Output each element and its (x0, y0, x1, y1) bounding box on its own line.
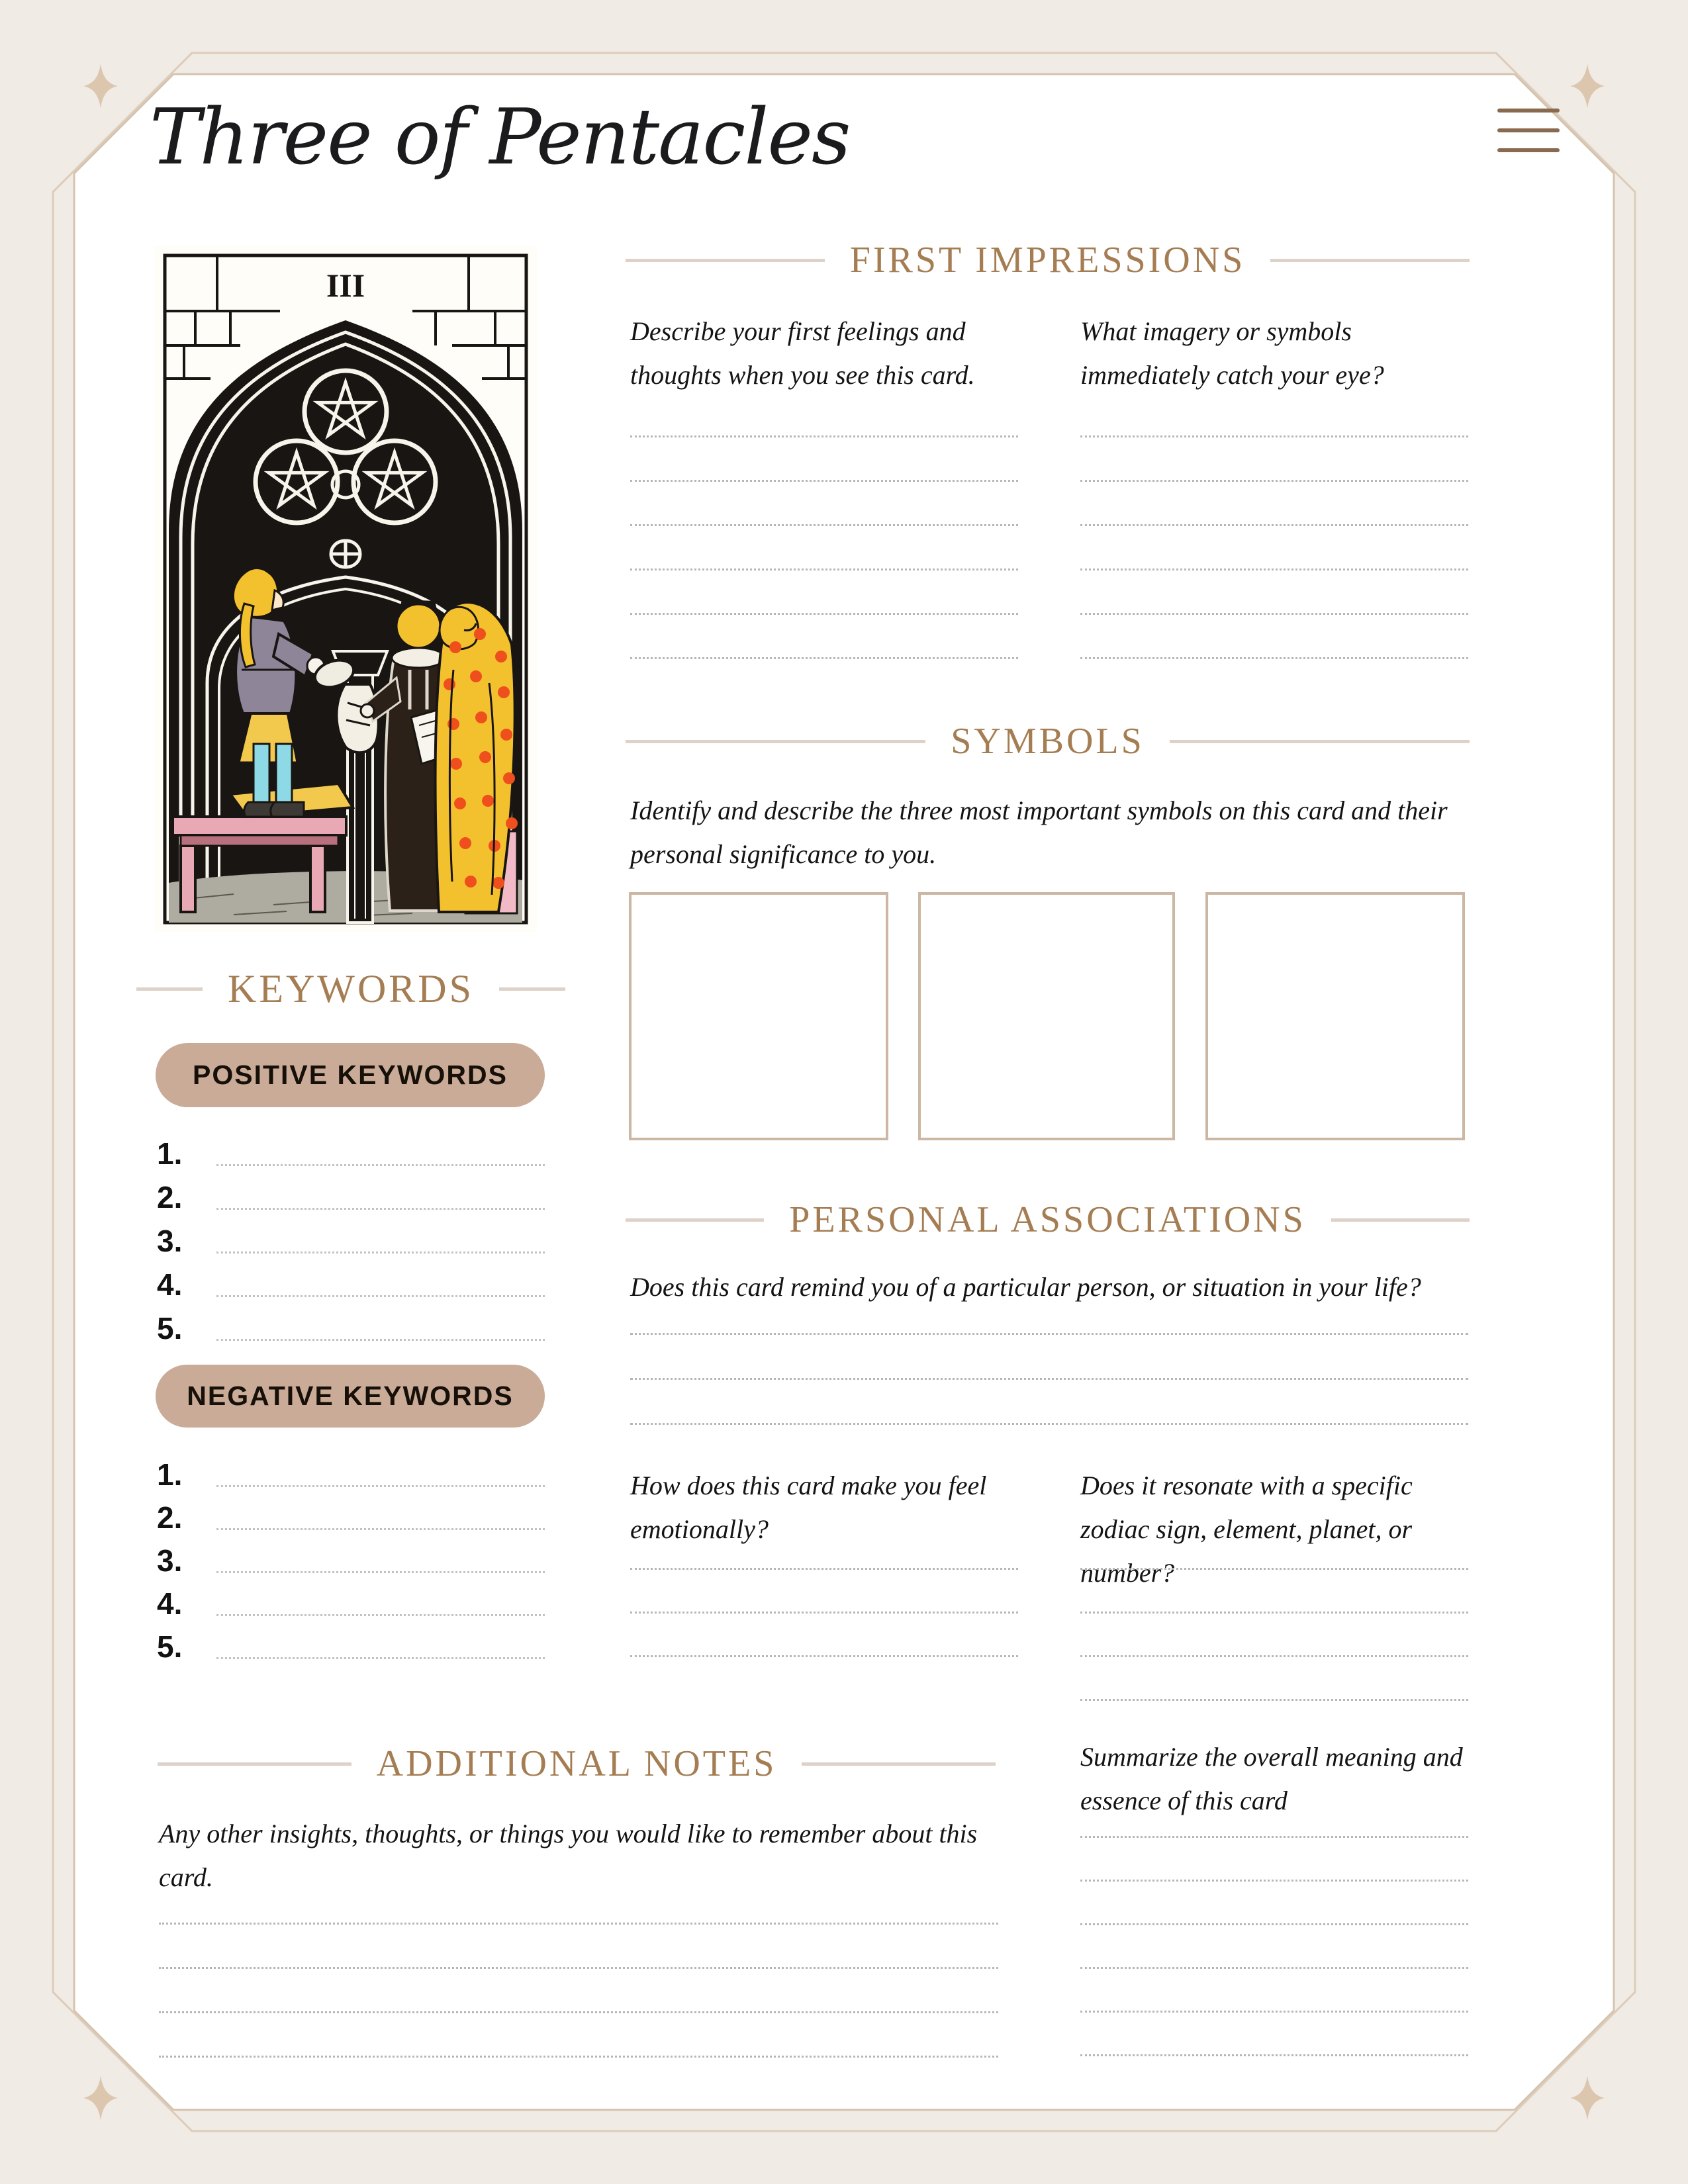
prompt-imagery-symbols: What imagery or symbols immediately catch your eye? (1080, 316, 1384, 390)
writing-line (216, 1164, 545, 1166)
writing-line (630, 1333, 1468, 1335)
writing-line (630, 1612, 1018, 1614)
writing-line (630, 657, 1018, 659)
keyword-list-item (157, 1576, 545, 1619)
writing-line (630, 524, 1018, 526)
writing-line (1080, 1699, 1468, 1701)
writing-line (216, 1485, 545, 1487)
tarot-card-image (154, 246, 537, 932)
writing-lines-personal-associations (630, 1333, 1468, 1468)
writing-line (1080, 1612, 1468, 1614)
prompt-summarize: Summarize the overall meaning and essence of this card (1080, 1742, 1463, 1815)
writing-line (630, 480, 1018, 482)
keyword-list-item (157, 1125, 545, 1169)
section-heading-symbols: SYMBOLS (626, 720, 1470, 762)
writing-line (1080, 1923, 1468, 1925)
list-number: 5. (157, 1629, 183, 1664)
writing-lines-first-impressions-left (630, 435, 1018, 702)
symbol-box-2 (918, 892, 1175, 1140)
writing-line (630, 1423, 1468, 1425)
list-number: 2. (157, 1180, 183, 1214)
card-numeral: III (326, 267, 365, 304)
writing-line (216, 1251, 545, 1253)
writing-line (1080, 2054, 1468, 2056)
negative-keywords-list (157, 1447, 545, 1662)
list-number: 2. (157, 1500, 183, 1535)
hamburger-menu-icon[interactable] (1497, 109, 1560, 152)
list-number: 3. (157, 1224, 183, 1258)
positive-keywords-list (157, 1125, 545, 1343)
list-number: 1. (157, 1136, 183, 1171)
prompt-zodiac-resonance: Does it resonate with a specific zodiac sign, element, planet, or number? (1080, 1471, 1413, 1588)
writing-line (1080, 1568, 1468, 1570)
symbol-box-1 (629, 892, 888, 1140)
prompt-additional-notes: Any other insights, thoughts, or things you would like to remember about this card. (159, 1819, 978, 1892)
section-heading-additional-notes: ADDITIONAL NOTES (158, 1743, 996, 1785)
writing-line (630, 569, 1018, 570)
list-number: 4. (157, 1267, 183, 1302)
keyword-list-item (157, 1490, 545, 1533)
negative-keywords-pill: NEGATIVE KEYWORDS (156, 1365, 545, 1428)
keyword-list-item (157, 1533, 545, 1576)
keyword-list-item (157, 1256, 545, 1300)
writing-lines-additional-notes (159, 1923, 998, 2100)
writing-line (630, 1568, 1018, 1570)
writing-lines-summary (1080, 1836, 1468, 2098)
keyword-list-item (157, 1300, 545, 1343)
writing-line (1080, 569, 1468, 570)
section-heading-keywords: KEYWORDS (156, 966, 546, 1012)
writing-line (216, 1571, 545, 1573)
list-number: 3. (157, 1543, 183, 1578)
writing-line (1080, 435, 1468, 437)
writing-line (1080, 1880, 1468, 1882)
writing-line (216, 1657, 545, 1659)
prompt-remind-person: Does this card remind you of a particular person, or situation in your life? (630, 1272, 1421, 1302)
writing-line (1080, 1836, 1468, 1838)
list-number: 5. (157, 1311, 183, 1345)
writing-line (1080, 613, 1468, 615)
writing-line (630, 1655, 1018, 1657)
writing-line (1080, 657, 1468, 659)
symbol-box-3 (1205, 892, 1465, 1140)
writing-line (216, 1295, 545, 1297)
writing-line (216, 1208, 545, 1210)
writing-lines-zodiac (1080, 1568, 1468, 1743)
keyword-list-item (157, 1212, 545, 1256)
keyword-list-item (157, 1169, 545, 1212)
writing-line (159, 1967, 998, 1969)
section-heading-first-impressions: FIRST IMPRESSIONS (626, 239, 1470, 281)
keyword-list-item (157, 1619, 545, 1662)
prompt-feel-emotionally: How does this card make you feel emotionally? (630, 1471, 987, 1544)
writing-line (1080, 2011, 1468, 2013)
writing-line (630, 1378, 1468, 1380)
writing-line (159, 2011, 998, 2013)
page-title: Three of Pentacles (150, 93, 850, 182)
writing-line (630, 613, 1018, 615)
writing-line (1080, 524, 1468, 526)
list-number: 1. (157, 1457, 183, 1492)
writing-line (216, 1614, 545, 1616)
writing-lines-first-impressions-right (1080, 435, 1468, 702)
section-heading-personal-associations: PERSONAL ASSOCIATIONS (626, 1199, 1470, 1241)
writing-line (216, 1528, 545, 1530)
prompt-first-feelings: Describe your first feelings and thoughts when you see this card. (630, 316, 975, 390)
writing-line (1080, 1655, 1468, 1657)
list-number: 4. (157, 1586, 183, 1621)
keyword-list-item (157, 1447, 545, 1490)
writing-line (159, 1923, 998, 1925)
writing-line (1080, 480, 1468, 482)
writing-line (630, 435, 1018, 437)
prompt-symbols: Identify and describe the three most important symbols on this card and their personal significance to you. (630, 796, 1448, 869)
writing-line (216, 1339, 545, 1341)
writing-lines-emotionally (630, 1568, 1018, 1699)
writing-line (1080, 1967, 1468, 1969)
positive-keywords-pill: POSITIVE KEYWORDS (156, 1043, 545, 1107)
writing-line (159, 2056, 998, 2058)
